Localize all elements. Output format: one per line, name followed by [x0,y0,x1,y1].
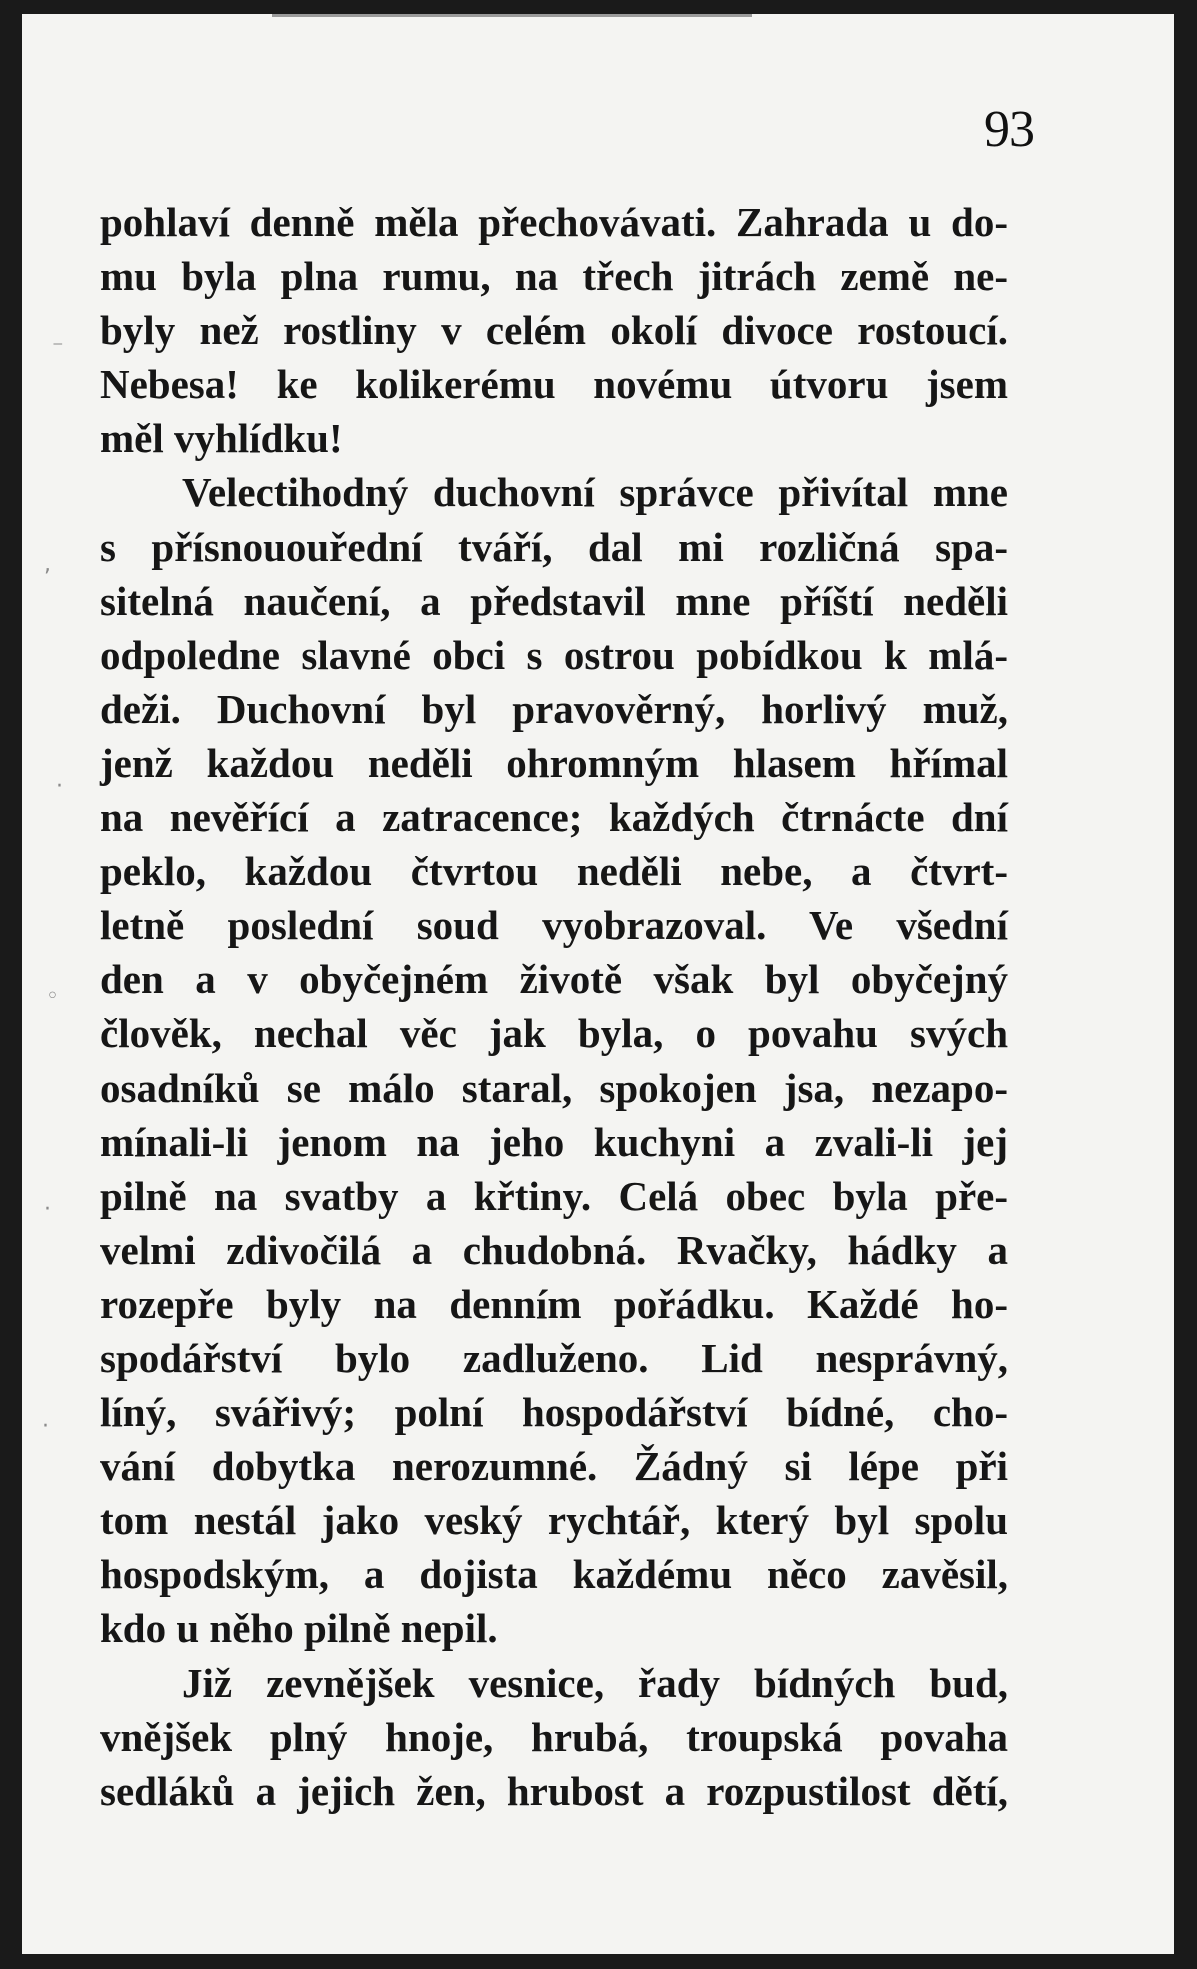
text-line: člověk, nechal věc jak byla, o povahu svých [100,1010,1008,1057]
text-line: pilně na svatby a křtiny. Celá obec byla pře- [100,1172,1008,1219]
text-line: mínali-li jenom na jeho kuchyni a zvali-li jej [100,1118,1008,1165]
text-line: jenž každou neděli ohromným hlasem hřímal [100,739,1008,786]
margin-mark: · [44,1197,51,1222]
text-line: letně poslední soud vyobrazoval. Ve všední [100,902,1008,949]
margin-mark: · [56,774,63,799]
text-line: rozepře byly na denním pořádku. Každé ho- [100,1280,1008,1327]
text-line: vnějšek plný hnoje, hrubá, troupská povaha [100,1713,1008,1760]
book-page [22,14,1174,1954]
text-line: byly než rostliny v celém okolí divoce rostoucí. [100,307,1008,354]
text-line: sedláků a jejich žen, hrubost a rozpustilost dětí, [100,1767,1008,1814]
text-line: velmi zdivočilá a chudobná. Rvačky, hádky a [100,1226,1008,1273]
text-line: tom nestál jako veský rychtář, který byl spolu [100,1497,1008,1544]
body-text [100,195,1008,1818]
text-line: měl vyhlídku! [100,415,343,462]
text-line: deži. Duchovní byl pravověrný, horlivý muž, [100,685,1008,732]
text-line: kdo u něho pilně nepil. [100,1605,498,1652]
text-line: odpoledne slavné obci s ostrou pobídkou k mlá- [100,631,1008,678]
text-line: sitelná naučení, a představil mne příští neděli [100,577,1008,624]
text-line: spodářství bylo zadluženo. Lid nesprávný, [100,1334,1008,1381]
margin-mark: ◦ [46,984,59,1009]
text-line: Nebesa! ke kolikerému novému útvoru jsem [100,361,1008,408]
text-line: pohlaví denně měla přechovávati. Zahrada u do- [100,199,1008,245]
text-line: osadníků se málo staral, spokojen jsa, nezapo- [100,1064,1008,1111]
text-line: mu byla plna rumu, na třech jitrách země ne- [100,253,1008,300]
text-line: s přísnououřední tváří, dal mi rozličná spa- [100,523,1008,570]
margin-mark: , [44,552,51,577]
text-line: hospodským, a dojista každému něco zavěsil, [100,1551,1008,1598]
text-line: líný, svářivý; polní hospodářství bídné, cho- [100,1389,1008,1436]
text-line: Již zevnějšek vesnice, řady bídných bud, [182,1659,1008,1706]
text-line: na nevěřící a zatracence; každých čtrnácte dní [100,794,1008,841]
page-top-edge [272,14,752,17]
text-line: vání dobytka nerozumné. Žádný si lépe při [100,1443,1008,1490]
text-line: den a v obyčejném životě však byl obyčejný [100,956,1008,1003]
text-line: Velectihodný duchovní správce přivítal mne [182,469,1008,516]
page-number: 93 [984,101,1034,158]
margin-mark: ⁻ [52,336,64,361]
text-line: peklo, každou čtvrtou neděli nebe, a čtvrt- [100,848,1008,895]
margin-mark: · [42,1414,49,1439]
